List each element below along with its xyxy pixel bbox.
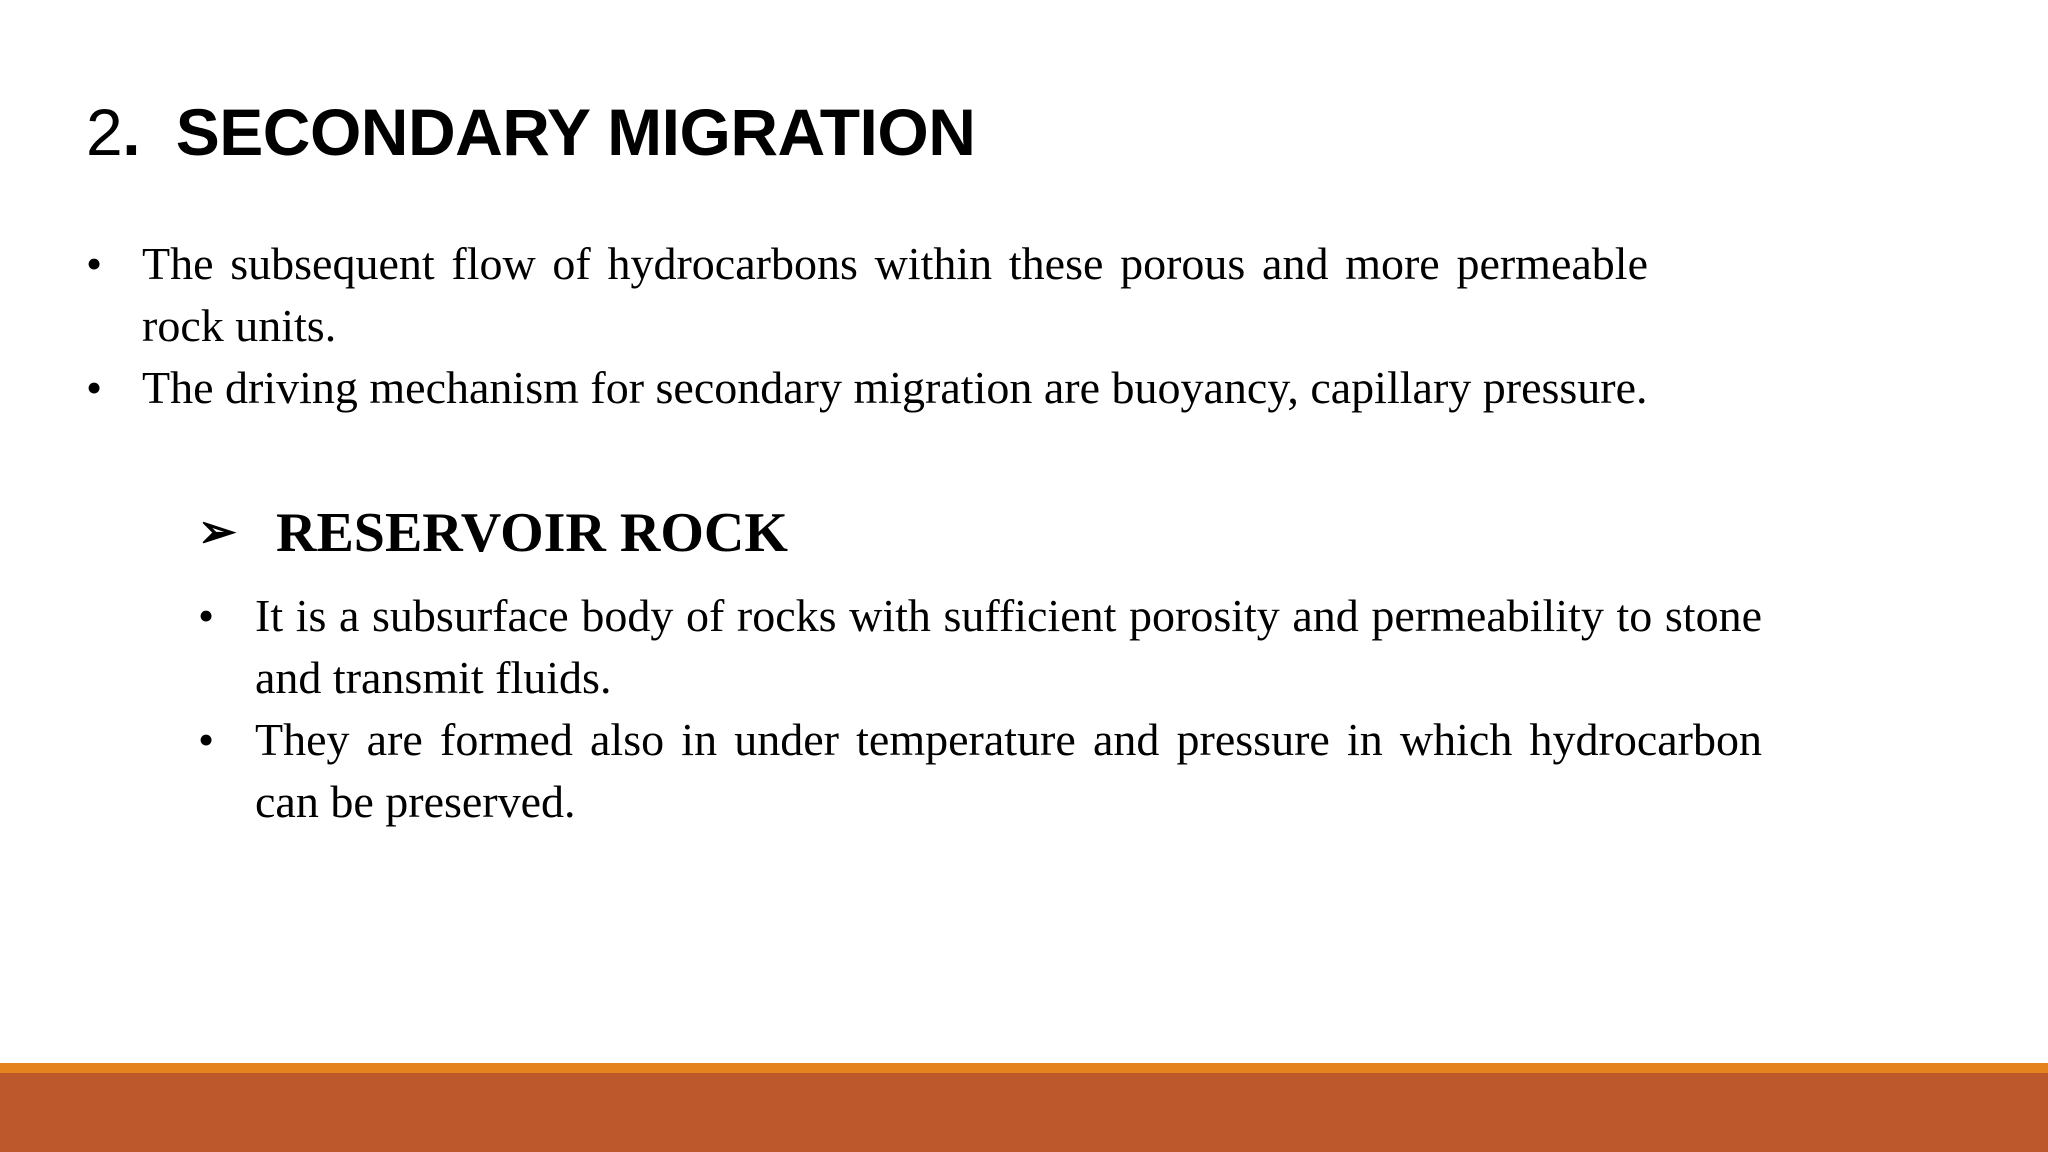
bullet-text: The driving mechanism for secondary migration are buoyancy, capillary pressure. xyxy=(142,362,1648,413)
bullet-icon: • xyxy=(86,362,103,413)
arrow-bullet-icon: ➢ xyxy=(198,506,237,557)
list-item xyxy=(86,357,1648,419)
bullet-text: It is a subsurface body of rocks with sufficient porosity and permeability to stone and transmit fluids. xyxy=(255,590,1762,703)
slide-title xyxy=(86,88,975,176)
bullet-list-secondary-migration xyxy=(86,233,1648,419)
footer-band xyxy=(0,1073,2048,1152)
list-item xyxy=(198,709,1762,833)
title-text: SECONDARY MIGRATION xyxy=(175,95,976,169)
footer-accent-line xyxy=(0,1063,2048,1073)
title-dot: . xyxy=(122,95,141,169)
bullet-text: They are formed also in under temperature and pressure in which hydrocarbon can be preserved. xyxy=(255,714,1762,827)
list-item xyxy=(198,585,1762,709)
bullet-text: The subsequent flow of hydrocarbons within these porous and more permeable rock units. xyxy=(142,238,1648,351)
subheading-reservoir-rock xyxy=(198,496,788,569)
bullet-icon: • xyxy=(198,590,215,641)
title-number: 2 xyxy=(86,95,123,169)
subheading-text: RESERVOIR ROCK xyxy=(276,502,788,564)
bullet-icon: • xyxy=(86,238,103,289)
bullet-icon: • xyxy=(198,714,215,765)
list-item xyxy=(86,233,1648,357)
bullet-list-reservoir-rock xyxy=(198,585,1762,833)
